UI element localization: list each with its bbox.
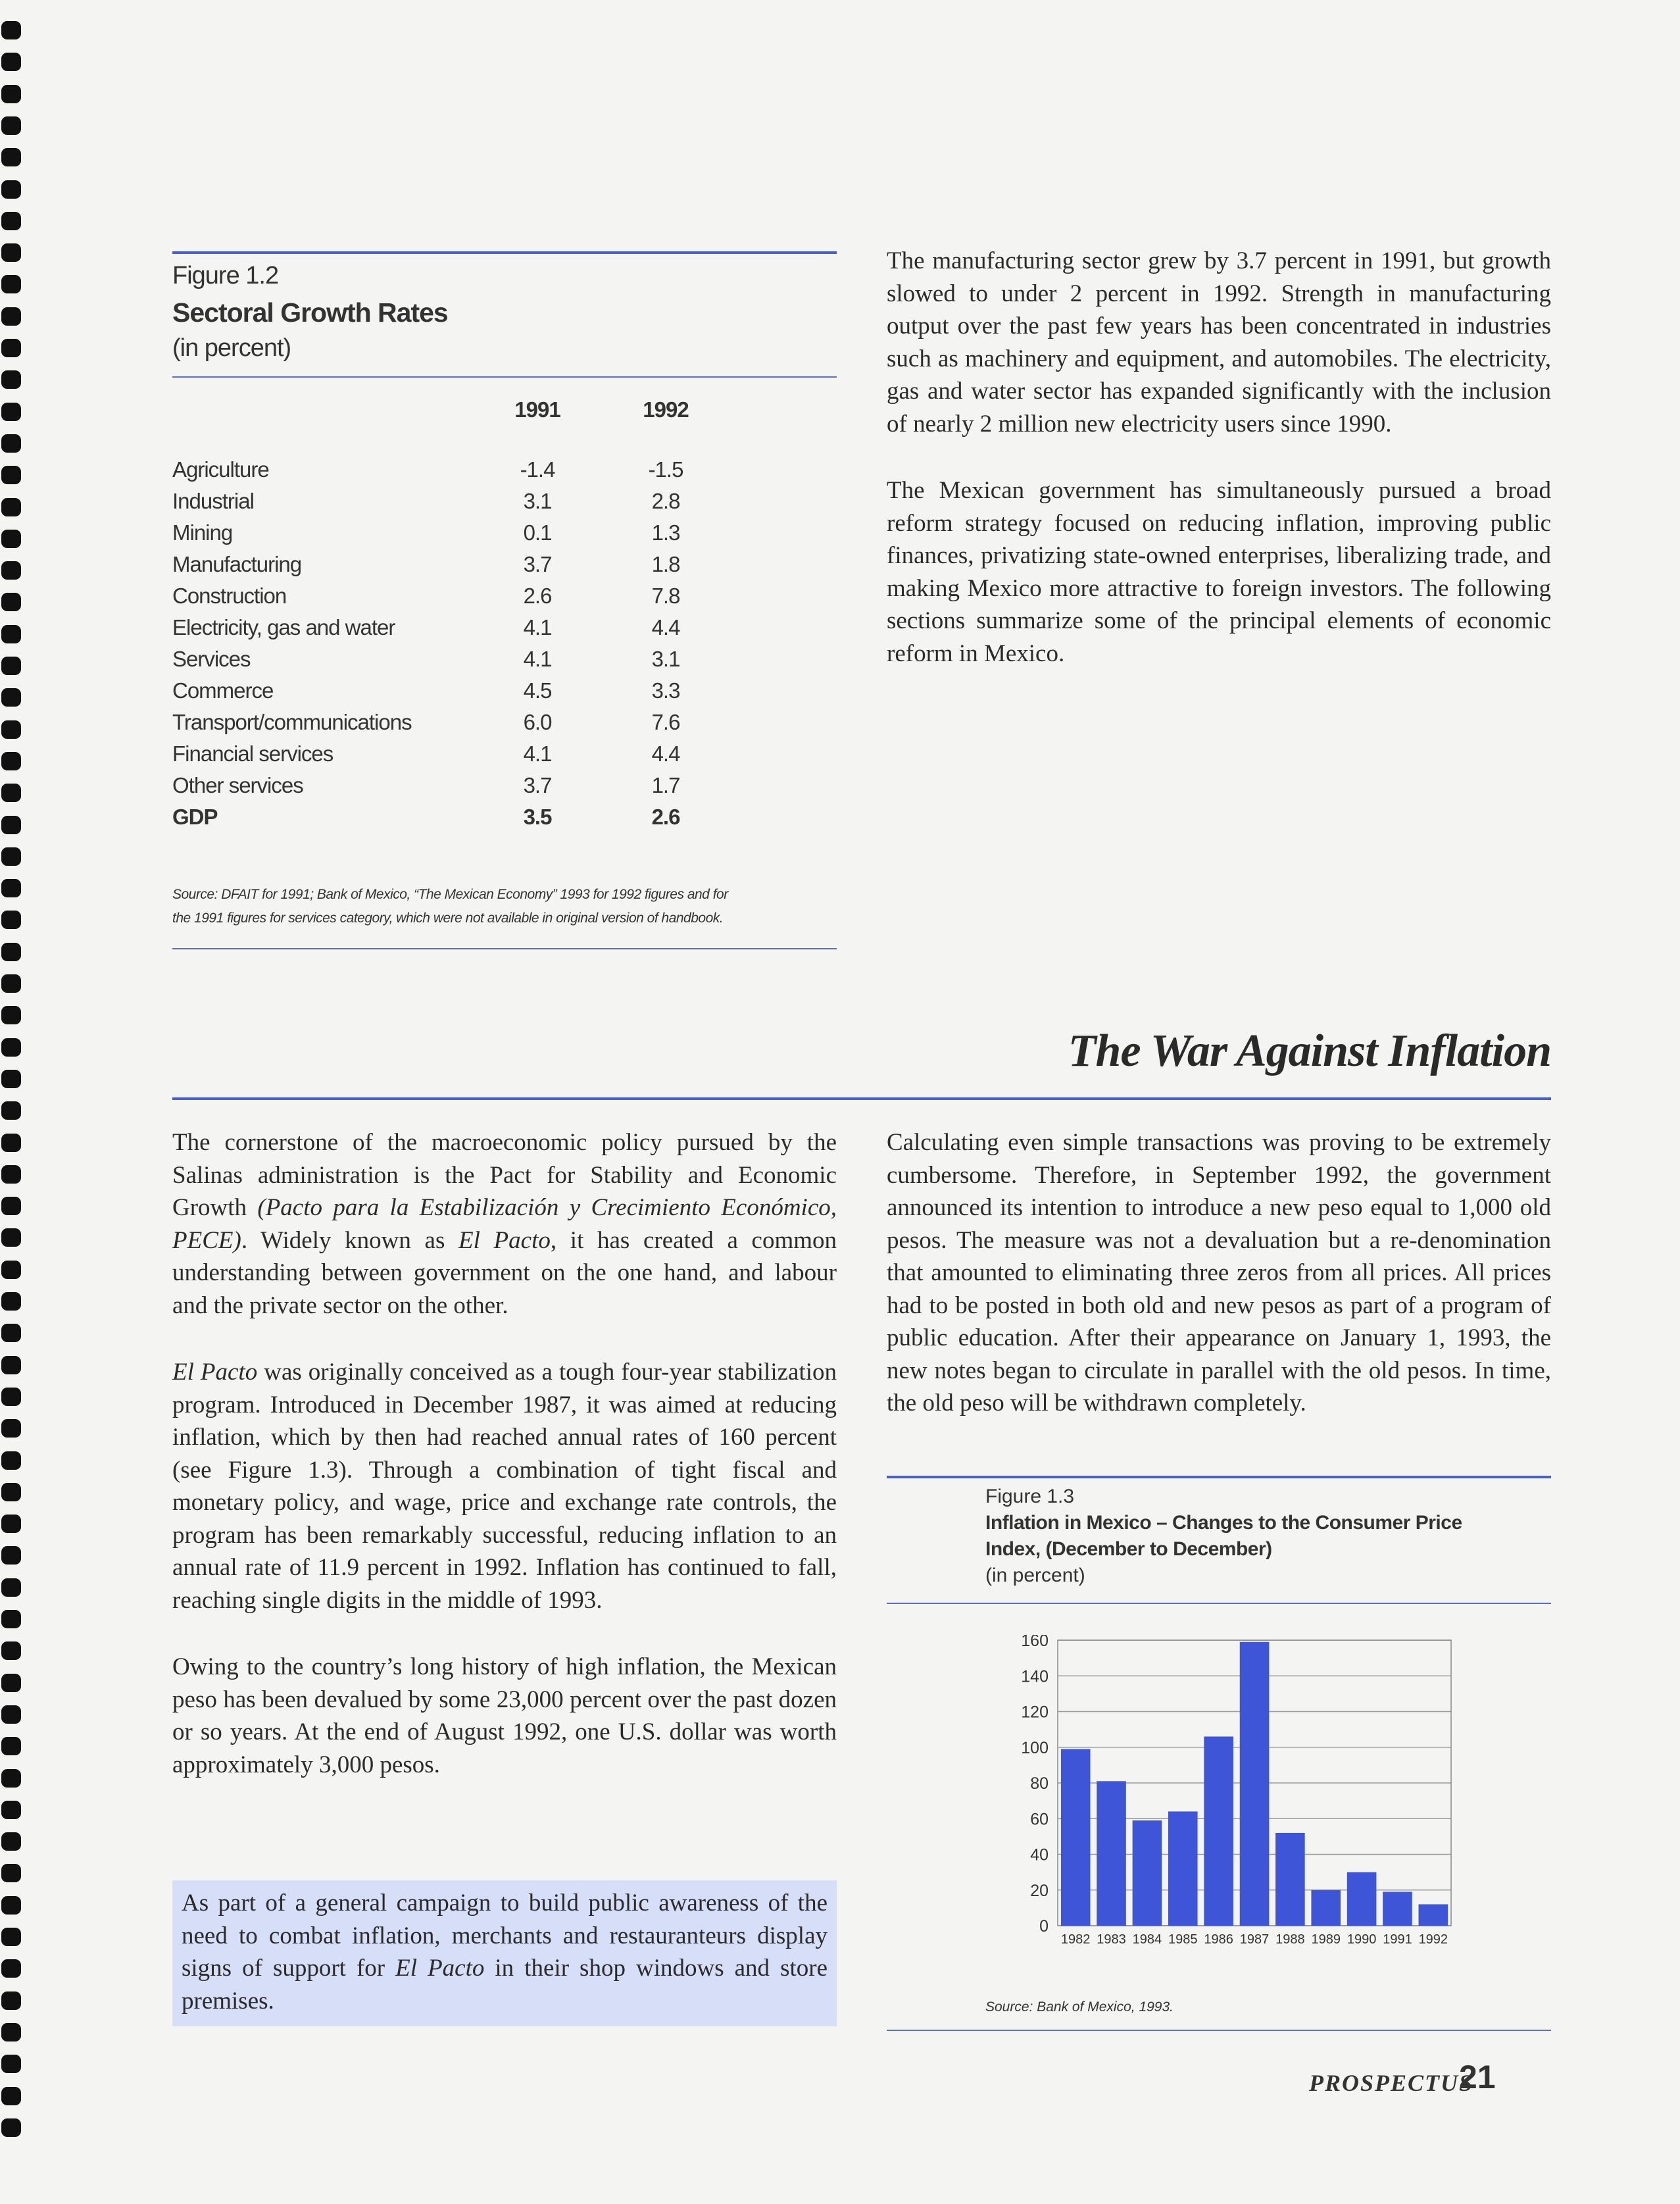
binding-hole <box>1 275 21 293</box>
binding-hole <box>1 1292 21 1311</box>
figure-title: Sectoral Growth Rates <box>172 297 448 328</box>
binding-hole <box>1 657 21 675</box>
binding-hole <box>1 212 21 230</box>
binding-hole <box>1 879 21 897</box>
binding-hole <box>1 1578 21 1597</box>
paragraph: The Mexican government has simultaneously pursued a broad reform strategy focused on reducing inflation, improving public finances, privatizing state-owned enterprises, liberalizing trade, and making Mexico more attractive to foreign investors. The following sections summarize some of the principal elements of economic reform in Mexico. <box>887 477 1551 667</box>
binding-hole <box>1 1737 21 1755</box>
value-1991-cell: 6.0 <box>523 710 552 734</box>
x-tick-label: 1986 <box>1204 1932 1233 1944</box>
sector-cell: Industrial <box>172 489 254 513</box>
table-row <box>172 580 738 612</box>
binding-hole <box>1 911 21 929</box>
table-row <box>172 486 738 517</box>
inflation-bar-chart <box>1013 1635 1460 1944</box>
binding-hole <box>1 466 21 484</box>
binding-hole <box>1 1038 21 1057</box>
binding-hole <box>1 1324 21 1342</box>
binding-hole <box>1 148 21 166</box>
table-header-1991: 1991 <box>514 397 560 422</box>
binding-hole <box>1 2118 21 2137</box>
bar-1990 <box>1347 1872 1377 1926</box>
y-tick-label: 100 <box>1021 1738 1049 1757</box>
value-1991-cell: -1.4 <box>520 457 555 482</box>
y-tick-label: 60 <box>1030 1810 1049 1829</box>
binding-hole <box>1 1832 21 1851</box>
bar-1982 <box>1061 1749 1091 1926</box>
binding-hole <box>1 752 21 770</box>
value-1992-cell: 7.8 <box>651 584 680 608</box>
text-span: was originally conceived as a tough four-year stabilization program. Introduced in December 1987, it was aimed at reducing inflation, which by then had reached annual rates of 160 percent (see Figure 1.3). Through a combination of tight fiscal and monetary policy, and wage, price and exchange rate controls, the program has been remarkably successful, reducing inflation to an annual rate of 11.9 percent in 1992. Inflation has continued to fall, reaching single digits in the middle of 1993. <box>172 1359 837 1614</box>
sector-cell: GDP <box>172 805 218 829</box>
y-tick-label: 140 <box>1021 1667 1049 1686</box>
binding-hole <box>1 434 21 453</box>
figure-1-3-label: Figure 1.3 <box>985 1486 1075 1507</box>
figure-1-3-title-line-2: Index, (December to December) <box>985 1538 1272 1560</box>
prospectus-logo: PROSPECTUS <box>1309 2070 1474 2096</box>
binding-hole <box>1 2087 21 2105</box>
binding-hole <box>1 1991 21 2010</box>
value-1991-cell: 4.1 <box>523 741 552 766</box>
figure-1-3-source: Source: Bank of Mexico, 1993. <box>985 1999 1174 2015</box>
x-tick-label: 1990 <box>1346 1932 1377 1944</box>
paragraph: Calculating even simple transactions was proving to be extremely cumbersome. Therefore, in September 1992, the government announced its intention to introduce a new peso equal to 1,000 old pesos. The measure was not a devaluation but a re-denomination that amounted to eliminating three zeros from all prices. All prices had to be posted in both old and new pesos as part of a program of public education. After their appearance on January 1, 1993, the new notes began to circulate in parallel with the old pesos. In time, the old peso will be withdrawn completely. <box>887 1129 1551 1416</box>
binding-hole <box>1 1356 21 1374</box>
binding-hole <box>1 1769 21 1788</box>
binding-hole <box>1 1134 21 1152</box>
figure-label: Figure 1.2 <box>172 262 279 289</box>
x-tick-label: 1988 <box>1275 1932 1305 1944</box>
sectoral-growth-table <box>172 389 738 833</box>
right-top-text <box>887 245 1551 704</box>
figure-bottom-rule <box>172 948 837 949</box>
text-span: , it has created a common understanding between government on the one hand, and labour and the private sector on the other. <box>172 1226 837 1319</box>
binding-hole <box>1 85 21 103</box>
binding-hole <box>1 498 21 516</box>
binding-hole <box>1 1928 21 1946</box>
value-1991-cell: 3.5 <box>523 805 552 829</box>
binding-hole <box>1 561 21 580</box>
value-1991-cell: 2.6 <box>523 584 552 608</box>
sector-cell: Construction <box>172 584 287 608</box>
binding-hole <box>1 1197 21 1215</box>
sector-cell: Commerce <box>172 678 274 703</box>
binding-hole <box>1 1451 21 1470</box>
binding-hole <box>1 816 21 834</box>
paragraph: The manufacturing sector grew by 3.7 percent in 1991, but growth slowed to under 2 percent in 1992. Strength in manufacturing output over the past few years has been concentrated in industries such as machinery and equipment, and automobiles. The electricity, gas and water sector has expanded significantly with the inclusion of nearly 2 million new electricity users since 1990. <box>887 247 1551 438</box>
x-tick-label: 1984 <box>1132 1932 1162 1944</box>
sector-cell: Other services <box>172 773 303 797</box>
table-header-1992: 1992 <box>643 397 689 422</box>
binding-hole <box>1 688 21 707</box>
bar-1989 <box>1311 1890 1341 1926</box>
value-1992-cell: 4.4 <box>651 615 680 639</box>
binding-hole <box>1 625 21 643</box>
bar-1984 <box>1133 1820 1162 1926</box>
bar-1983 <box>1097 1781 1126 1926</box>
value-1992-cell: 1.3 <box>651 520 680 545</box>
binding-holes <box>0 13 26 2204</box>
x-tick-label: 1987 <box>1239 1932 1270 1944</box>
y-tick-label: 120 <box>1021 1703 1049 1722</box>
bar-1992 <box>1419 1904 1448 1926</box>
x-tick-label: 1983 <box>1097 1932 1126 1944</box>
binding-hole <box>1 530 21 548</box>
section-rule <box>172 1097 1551 1100</box>
binding-hole <box>1 180 21 199</box>
figure-source-line-1: Source: DFAIT for 1991; Bank of Mexico, “The Mexican Economy” 1993 for 1992 figures and for <box>172 887 728 902</box>
binding-hole <box>1 116 21 135</box>
y-tick-label: 0 <box>1039 1917 1049 1936</box>
binding-hole <box>1 1419 21 1438</box>
y-tick-label: 80 <box>1030 1774 1049 1793</box>
callout-box <box>172 1880 837 2026</box>
sector-cell: Financial services <box>172 741 334 766</box>
bar-1985 <box>1168 1811 1198 1926</box>
x-tick-label: 1985 <box>1168 1932 1198 1944</box>
value-1991-cell: 4.5 <box>523 678 552 703</box>
binding-hole <box>1 1896 21 1915</box>
figure-1-3-title-line-1: Inflation in Mexico – Changes to the Consumer Price <box>985 1512 1462 1534</box>
text-span: The cornerstone of the macroeconomic policy pursued by the Salinas administration is the Pact for Stability and Economic Growth <box>172 1129 837 1221</box>
binding-hole <box>1 784 21 802</box>
binding-hole <box>1 2023 21 2041</box>
italic-text: (Pacto para la Estabilización y Crecimiento Económico, PECE) <box>172 1194 837 1254</box>
sector-cell: Services <box>172 647 251 671</box>
value-1992-cell: 2.8 <box>651 489 680 513</box>
bar-1991 <box>1383 1891 1412 1926</box>
binding-hole <box>1 1006 21 1024</box>
table-row <box>172 675 738 707</box>
paragraph: Owing to the country’s long history of high inflation, the Mexican peso has been devalued by some 23,000 percent over the past dozen or so years. At the end of August 1992, one U.S. dollar was worth approximately 3,000 pesos. <box>172 1653 837 1778</box>
left-bottom-text <box>172 1126 837 1815</box>
figure-1-3-subtitle: (in percent) <box>985 1565 1085 1586</box>
bar-1988 <box>1275 1833 1305 1926</box>
figure-top-rule <box>172 251 837 254</box>
binding-hole <box>1 1483 21 1501</box>
table-header-sector <box>172 389 482 454</box>
binding-hole <box>1 1864 21 1882</box>
paragraph <box>172 1356 837 1616</box>
binding-hole <box>1 1101 21 1120</box>
value-1992-cell: 3.3 <box>651 678 680 703</box>
value-1992-cell: 4.4 <box>651 741 680 766</box>
table-row <box>172 738 738 770</box>
table-row <box>172 801 738 833</box>
binding-hole <box>1 593 21 611</box>
figure-source-line-2: the 1991 figures for services category, which were not available in original version of handbook. <box>172 911 724 926</box>
page-number: 21 <box>1459 2059 1496 2095</box>
bar-1987 <box>1240 1642 1270 1926</box>
section-heading: The War Against Inflation <box>1068 1026 1551 1076</box>
value-1992-cell: 7.6 <box>651 710 680 734</box>
binding-hole <box>1 2055 21 2073</box>
binding-hole <box>1 370 21 389</box>
binding-hole <box>1 1959 21 1978</box>
value-1991-cell: 3.7 <box>523 552 552 576</box>
figure-1-3-divider <box>887 1603 1551 1604</box>
sector-cell: Electricity, gas and water <box>172 615 395 639</box>
binding-hole <box>1 243 21 262</box>
x-tick-label: 1991 <box>1383 1932 1412 1944</box>
sector-cell: Mining <box>172 520 233 545</box>
sector-cell: Manufacturing <box>172 552 302 576</box>
binding-hole <box>1 1228 21 1247</box>
figure-1-3-top-rule <box>887 1476 1551 1478</box>
italic-text: El Pacto <box>458 1226 551 1254</box>
binding-hole <box>1 339 21 357</box>
binding-hole <box>1 1165 21 1184</box>
x-tick-label: 1992 <box>1418 1932 1448 1944</box>
value-1992-cell: -1.5 <box>648 457 683 482</box>
x-tick-label: 1982 <box>1060 1932 1091 1944</box>
binding-hole <box>1 53 21 71</box>
paragraph <box>182 1887 828 2017</box>
table-row <box>172 454 738 486</box>
value-1992-cell: 3.1 <box>651 647 680 671</box>
binding-hole <box>1 1674 21 1692</box>
table-row <box>172 707 738 738</box>
y-tick-label: 40 <box>1030 1845 1049 1865</box>
table-row <box>172 770 738 801</box>
binding-hole <box>1 847 21 866</box>
italic-text: El Pacto <box>172 1359 258 1386</box>
value-1991-cell: 4.1 <box>523 647 552 671</box>
table-row <box>172 612 738 643</box>
binding-hole <box>1 21 21 39</box>
bar-1986 <box>1204 1736 1233 1926</box>
table-row <box>172 517 738 549</box>
binding-hole <box>1 1641 21 1660</box>
figure-header-divider <box>172 376 837 378</box>
table-row <box>172 643 738 675</box>
binding-hole <box>1 1070 21 1088</box>
binding-hole <box>1 1801 21 1819</box>
value-1992-cell: 1.7 <box>651 773 680 797</box>
italic-text: El Pacto <box>395 1955 485 1982</box>
table-row <box>172 549 738 580</box>
binding-hole <box>1 403 21 421</box>
figure-1-3-bottom-rule <box>887 2030 1551 2031</box>
text-span: As part of a general campaign to build public awareness of the need to combat inflation, merchants and restauranteurs display signs of support for <box>182 1890 828 1982</box>
value-1992-cell: 2.6 <box>651 805 680 829</box>
binding-hole <box>1 1546 21 1565</box>
value-1991-cell: 4.1 <box>523 615 552 639</box>
text-span: . Widely known as <box>241 1226 459 1254</box>
figure-subtitle: (in percent) <box>172 334 291 362</box>
value-1991-cell: 0.1 <box>523 520 552 545</box>
sector-cell: Agriculture <box>172 457 269 482</box>
binding-hole <box>1 1515 21 1533</box>
binding-hole <box>1 1705 21 1724</box>
binding-hole <box>1 1261 21 1279</box>
binding-hole <box>1 307 21 326</box>
paragraph <box>172 1126 837 1322</box>
binding-hole <box>1 1388 21 1406</box>
right-bottom-text <box>887 1126 1551 1454</box>
y-tick-label: 160 <box>1021 1635 1049 1650</box>
sector-cell: Transport/communications <box>172 710 412 734</box>
x-tick-label: 1989 <box>1311 1932 1341 1944</box>
callout-text <box>182 1887 828 2017</box>
binding-hole <box>1 943 21 961</box>
value-1991-cell: 3.1 <box>523 489 552 513</box>
binding-hole <box>1 974 21 993</box>
binding-hole <box>1 720 21 739</box>
binding-hole <box>1 1610 21 1628</box>
value-1991-cell: 3.7 <box>523 773 552 797</box>
value-1992-cell: 1.8 <box>651 552 680 576</box>
text-span: in their shop windows and store premises. <box>182 1955 828 2015</box>
y-tick-label: 20 <box>1030 1881 1049 1900</box>
